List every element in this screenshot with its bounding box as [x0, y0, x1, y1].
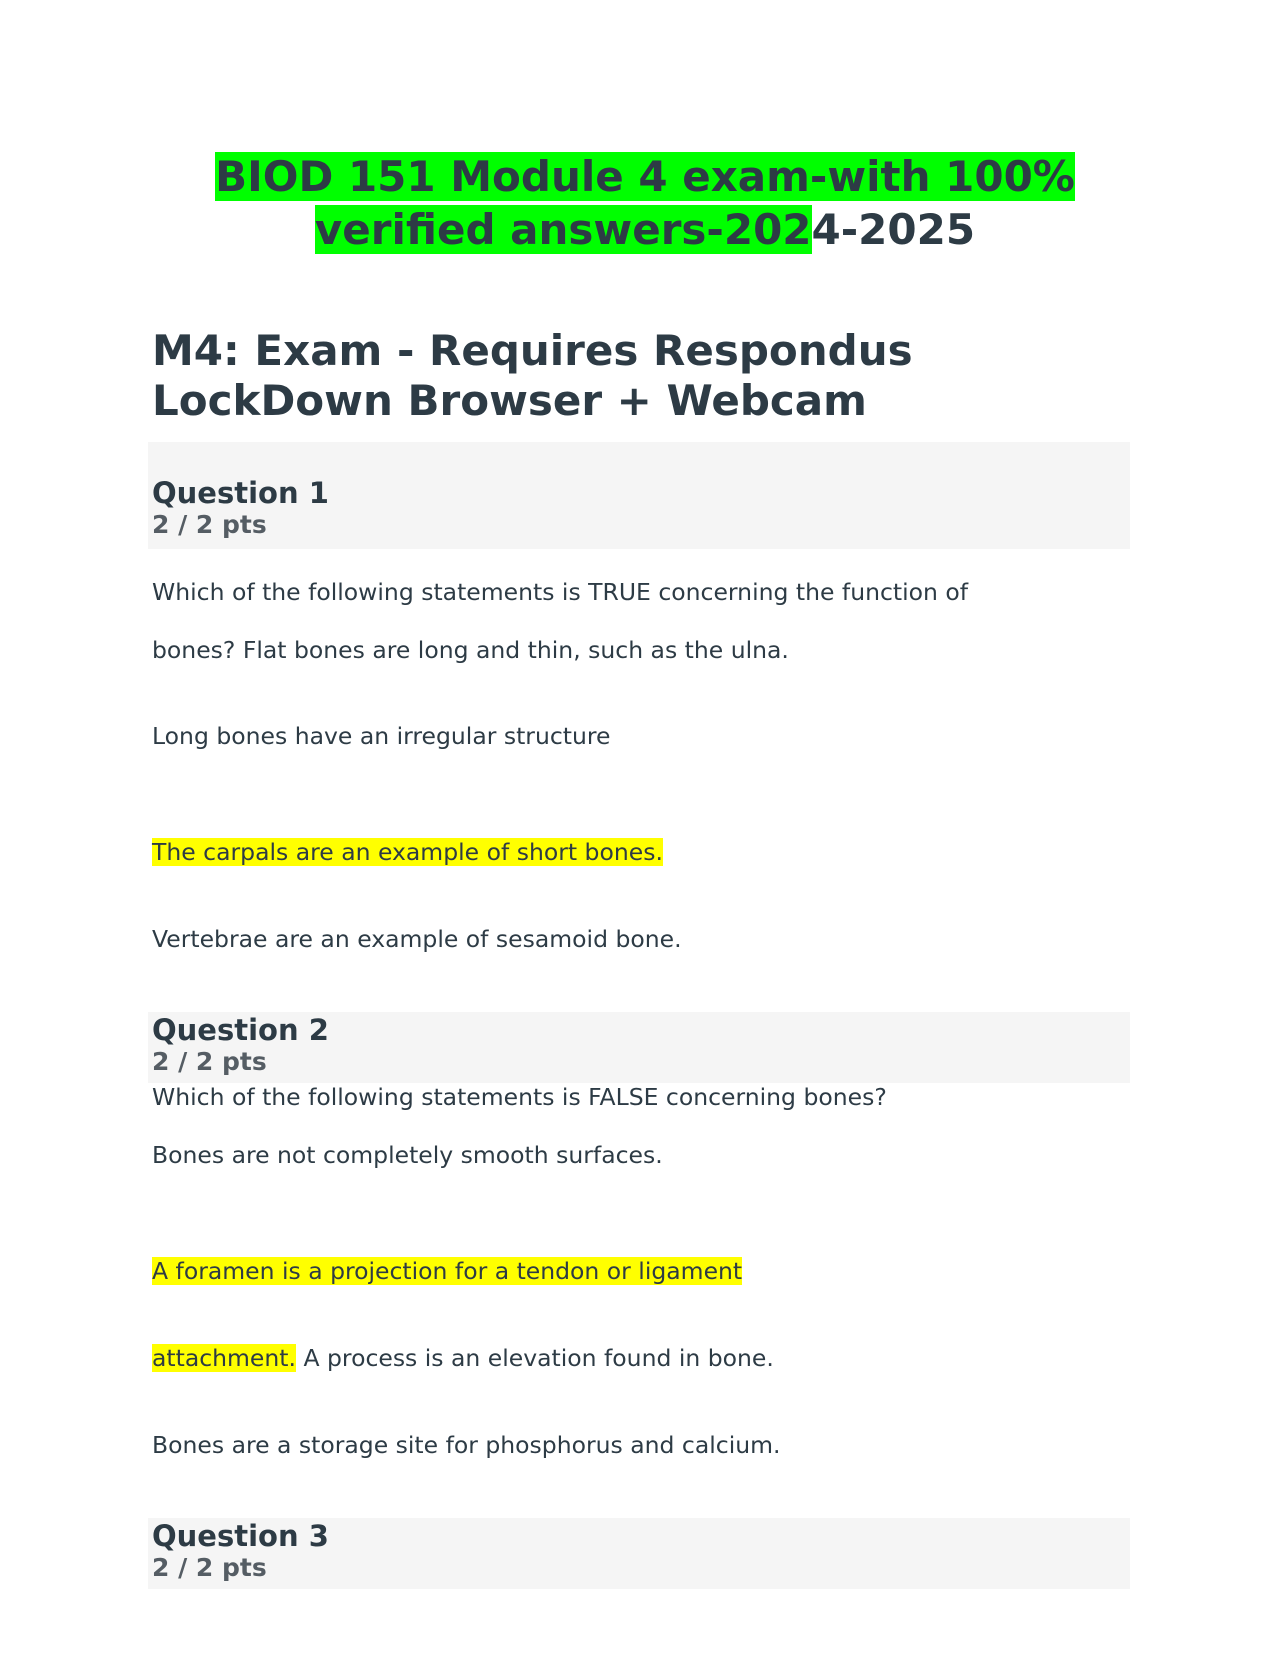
question-1-option-long-bones: Long bones have an irregular structure [152, 722, 611, 750]
question-3-header [148, 1518, 1130, 1589]
question-2-header [148, 1012, 1130, 1083]
question-3-points: 2 / 2 pts [152, 1553, 267, 1582]
question-1-prompt-line-2: bones? Flat bones are long and thin, such as the ulna. [152, 636, 789, 664]
question-1-title: Question 1 [152, 476, 329, 510]
exam-title: M4: Exam - Requires Respondus LockDown Browser + Webcam [152, 326, 913, 425]
question-2-points: 2 / 2 pts [152, 1047, 267, 1076]
question-1-prompt-line-1: Which of the following statements is TRUE concerning the function of [152, 578, 969, 606]
question-2-option-smooth-surfaces: Bones are not completely smooth surfaces. [152, 1141, 663, 1169]
question-2-option-storage-site: Bones are a storage site for phosphorus and calcium. [152, 1431, 781, 1459]
document-title-highlighted: BIOD 151 Module 4 exam-with 100% verified answers-202 [215, 152, 1075, 254]
question-3-title: Question 3 [152, 1519, 329, 1553]
document-title [150, 150, 1140, 256]
question-1-option-vertebrae: Vertebrae are an example of sesamoid bone. [152, 925, 682, 953]
question-2-correct-answer-line-1 [152, 1256, 742, 1286]
question-2-answer-line-2 [152, 1343, 774, 1373]
question-1-points: 2 / 2 pts [152, 510, 267, 539]
question-1-correct-answer [152, 837, 663, 867]
question-1-header [148, 442, 1130, 549]
correct-answer-highlight: The carpals are an example of short bones. [152, 838, 663, 866]
question-2-prompt: Which of the following statements is FALSE concerning bones? [152, 1083, 887, 1111]
correct-answer-highlight: A foramen is a projection for a tendon or ligament [152, 1257, 743, 1285]
question-2-title: Question 2 [152, 1013, 329, 1047]
correct-answer-highlight: attachment. [152, 1344, 296, 1372]
document-title-rest: 4-2025 [811, 205, 976, 254]
question-2-option-process: A process is an elevation found in bone. [295, 1344, 774, 1372]
